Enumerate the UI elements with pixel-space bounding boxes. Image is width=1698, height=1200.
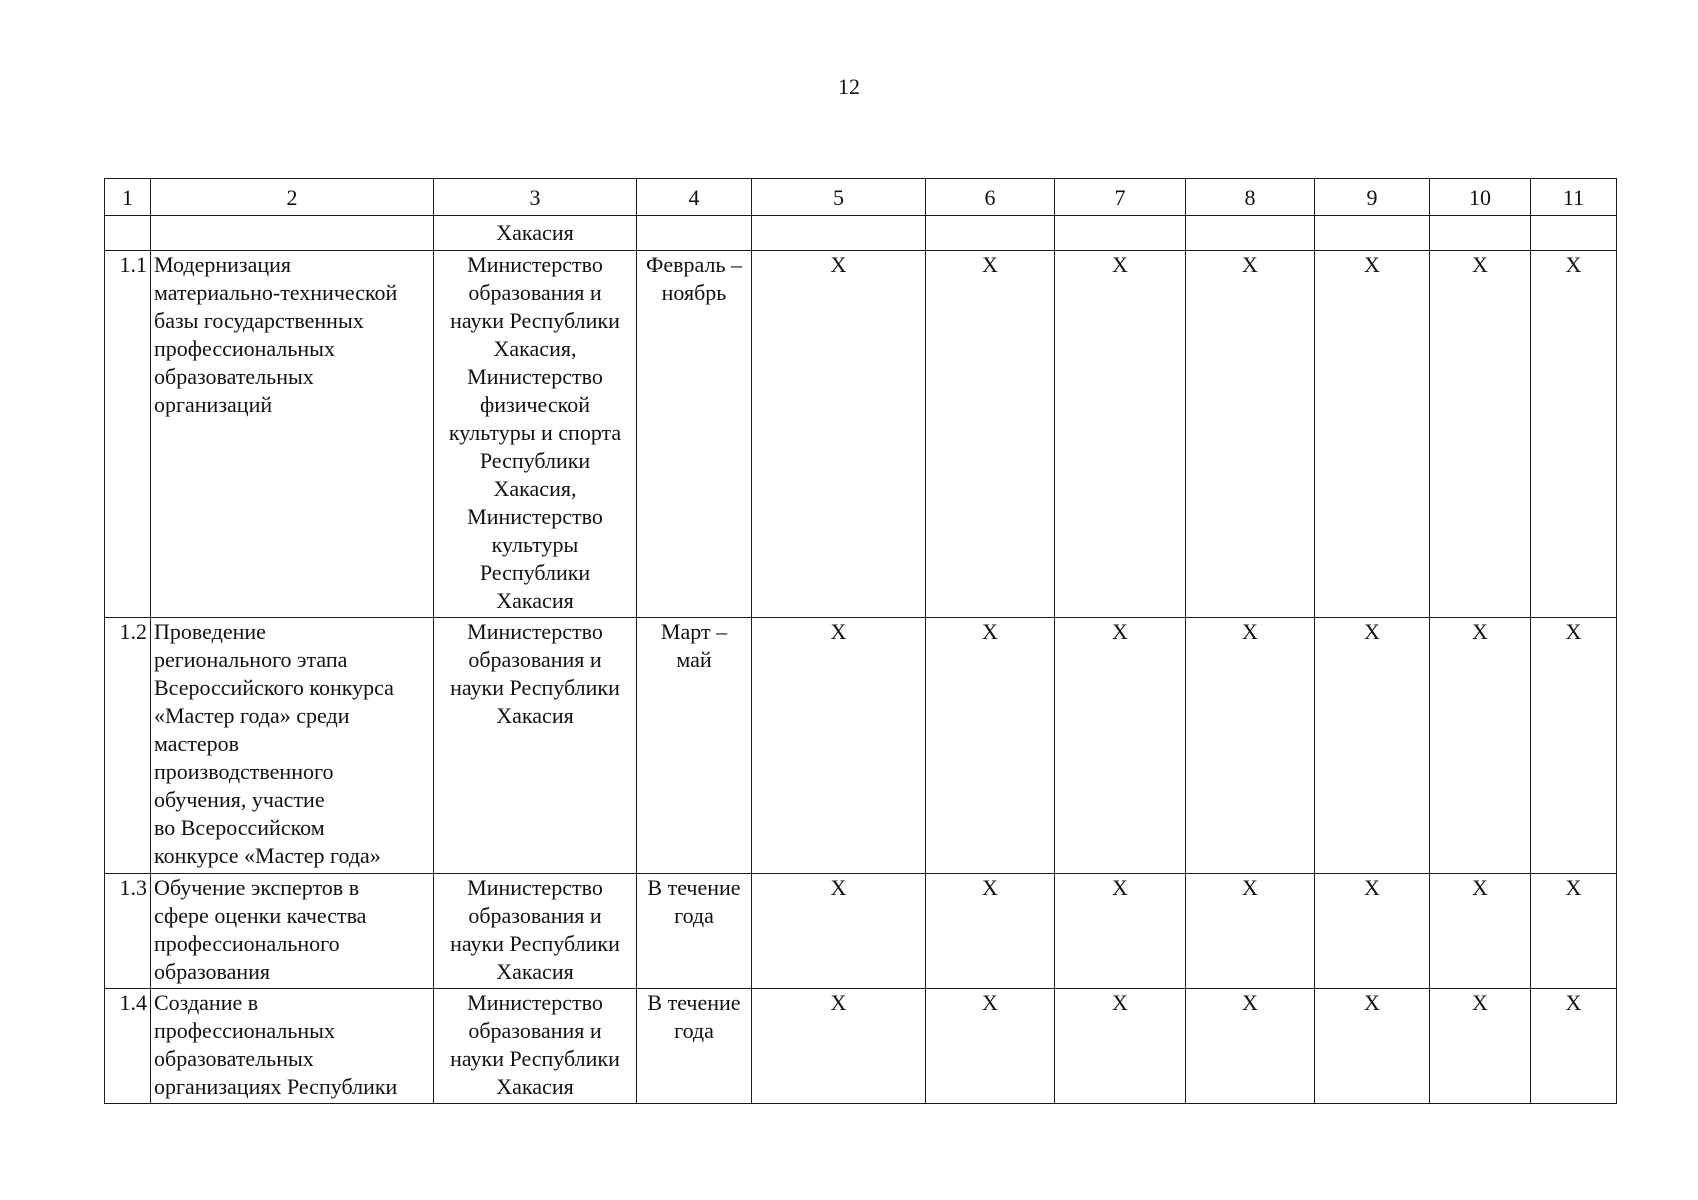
table-row xyxy=(105,874,1617,989)
table-row xyxy=(105,251,1617,618)
mark-cell: Х xyxy=(926,251,1055,618)
mark-cell: Х xyxy=(1315,989,1430,1104)
mark-cell: Х xyxy=(926,874,1055,989)
column-number: 7 xyxy=(1055,179,1186,216)
row-number: 1.1 xyxy=(105,251,151,618)
column-number: 10 xyxy=(1430,179,1531,216)
page-number: 12 xyxy=(838,74,860,99)
mark-cell: Х xyxy=(1531,874,1617,989)
mark-cell: Х xyxy=(1531,989,1617,1104)
mark-cell: Х xyxy=(1186,989,1315,1104)
table-row xyxy=(105,618,1617,874)
mark-cell: Х xyxy=(1055,618,1186,874)
executor: Министерство образования и науки Республики Хакасия xyxy=(434,618,637,874)
activity-name: Проведение регионального этапа Всероссийского конкурса «Мастер года» среди мастеров производственного обучения, участие во Всероссийском конкурсе «Мастер года» xyxy=(151,618,434,874)
executor: Министерство образования и науки Республики Хакасия, Министерство физической культуры и спорта Республики Хакасия, Министерство культуры Республики Хакасия xyxy=(434,251,637,618)
continuation-row xyxy=(105,216,1617,251)
row-number: 1.3 xyxy=(105,874,151,989)
empty-cell xyxy=(926,216,1055,251)
mark-cell: Х xyxy=(752,618,926,874)
mark-cell: Х xyxy=(926,618,1055,874)
activity-name: Создание в профессиональных образовательных организациях Республики xyxy=(151,989,434,1104)
row-number: 1.4 xyxy=(105,989,151,1104)
mark-cell: Х xyxy=(1315,874,1430,989)
mark-cell: Х xyxy=(1430,989,1531,1104)
mark-cell: Х xyxy=(926,989,1055,1104)
mark-cell: Х xyxy=(1531,618,1617,874)
empty-cell xyxy=(151,216,434,251)
empty-cell xyxy=(752,216,926,251)
term: В течение года xyxy=(637,874,752,989)
mark-cell: Х xyxy=(1055,874,1186,989)
column-number: 6 xyxy=(926,179,1055,216)
mark-cell: Х xyxy=(1430,251,1531,618)
empty-cell xyxy=(1315,216,1430,251)
mark-cell: Х xyxy=(1186,251,1315,618)
column-number: 9 xyxy=(1315,179,1430,216)
table-row xyxy=(105,989,1617,1104)
mark-cell: Х xyxy=(1315,251,1430,618)
mark-cell: Х xyxy=(1430,874,1531,989)
mark-cell: Х xyxy=(752,989,926,1104)
plan-table xyxy=(104,178,1617,1104)
mark-cell: Х xyxy=(1315,618,1430,874)
executor: Министерство образования и науки Республики Хакасия xyxy=(434,874,637,989)
empty-cell xyxy=(1531,216,1617,251)
column-number: 4 xyxy=(637,179,752,216)
column-number: 8 xyxy=(1186,179,1315,216)
activity-name: Обучение экспертов в сфере оценки качества профессионального образования xyxy=(151,874,434,989)
mark-cell: Х xyxy=(752,874,926,989)
column-number: 2 xyxy=(151,179,434,216)
term: Март – май xyxy=(637,618,752,874)
empty-cell xyxy=(1430,216,1531,251)
empty-cell xyxy=(637,216,752,251)
executor-continuation: Хакасия xyxy=(434,216,637,251)
column-number: 5 xyxy=(752,179,926,216)
column-number-row xyxy=(105,179,1617,216)
mark-cell: Х xyxy=(752,251,926,618)
term: Февраль – ноябрь xyxy=(637,251,752,618)
column-number: 3 xyxy=(434,179,637,216)
empty-cell xyxy=(1055,216,1186,251)
empty-cell xyxy=(105,216,151,251)
executor: Министерство образования и науки Республики Хакасия xyxy=(434,989,637,1104)
mark-cell: Х xyxy=(1055,251,1186,618)
activity-name: Модернизация материально-технической базы государственных профессиональных образовательных организаций xyxy=(151,251,434,618)
mark-cell: Х xyxy=(1430,618,1531,874)
mark-cell: Х xyxy=(1186,618,1315,874)
column-number: 11 xyxy=(1531,179,1617,216)
column-number: 1 xyxy=(105,179,151,216)
mark-cell: Х xyxy=(1531,251,1617,618)
row-number: 1.2 xyxy=(105,618,151,874)
empty-cell xyxy=(1186,216,1315,251)
mark-cell: Х xyxy=(1186,874,1315,989)
mark-cell: Х xyxy=(1055,989,1186,1104)
term: В течение года xyxy=(637,989,752,1104)
